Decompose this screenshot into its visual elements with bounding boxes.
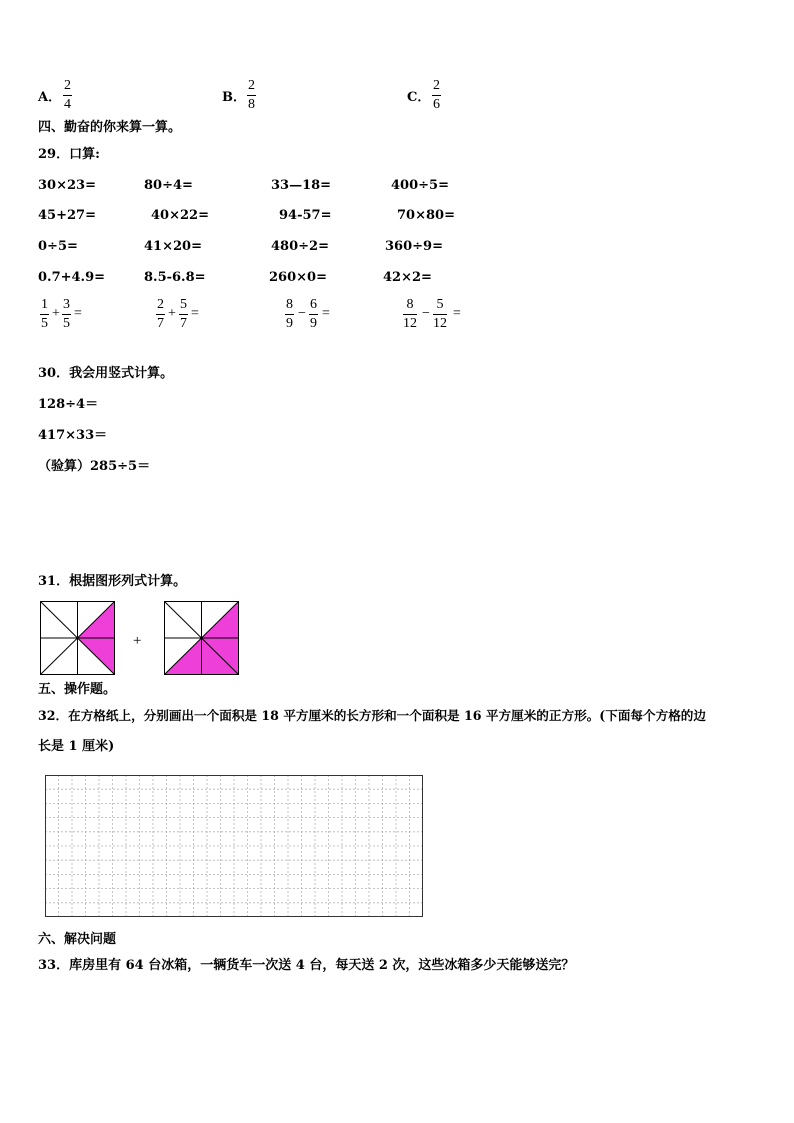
calc-item: 41×20= [144, 239, 202, 254]
calc-item: 42×2= [383, 270, 432, 285]
calc-item: 400÷5= [391, 178, 449, 193]
calc-item: 0.7+4.9= [38, 270, 106, 285]
denominator: 5 [63, 316, 70, 331]
choice-b-letter: B． [222, 90, 246, 105]
numerator: 5 [180, 297, 187, 312]
choice-a-letter: A． [38, 90, 62, 105]
vertical-calc-item: 417×33＝ [38, 428, 108, 443]
vertical-calc-item: 128÷4＝ [38, 397, 99, 412]
choice-c-fraction [432, 78, 441, 112]
equals-sign: = [191, 306, 199, 321]
fraction [309, 297, 318, 331]
fraction [403, 297, 417, 331]
numerator: 6 [310, 297, 317, 312]
calc-item: 80÷4= [144, 178, 193, 193]
fraction [433, 297, 447, 331]
q31-title: 31．根据图形列式计算。 [38, 574, 187, 589]
denominator: 7 [180, 316, 187, 331]
operator: − [422, 306, 430, 321]
numerator: 2 [433, 78, 440, 93]
q32-text-line1: 32．在方格纸上，分别画出一个面积是 18 平方厘米的长方形和一个面积是 16 平方厘米的正方形。(下面每个方格的边 [38, 708, 706, 723]
numerator: 1 [41, 297, 48, 312]
calc-item: 8.5-6.8= [144, 270, 206, 285]
choice-c-letter: C． [407, 90, 431, 105]
denominator: 12 [433, 316, 447, 331]
numerator: 5 [436, 297, 444, 312]
calc-item: 40×22= [151, 208, 209, 223]
calc-item: 94-57= [279, 208, 332, 223]
numerator: 2 [157, 297, 164, 312]
numerator: 8 [406, 297, 414, 312]
calc-item: 33—18= [271, 178, 332, 193]
choice-a-fraction [63, 78, 72, 112]
operator: + [168, 306, 176, 321]
grid-paper[interactable] [45, 775, 423, 917]
numerator: 3 [63, 297, 70, 312]
calc-item: 45+27= [38, 208, 96, 223]
calc-item: 30×23= [38, 178, 96, 193]
q29-title: 29．口算: [38, 147, 100, 162]
calc-item: 260×0= [269, 270, 327, 285]
choice-b-fraction [247, 78, 256, 112]
q33-text: 33．库房里有 64 台冰箱，一辆货车一次送 4 台，每天送 2 次，这些冰箱多少天能够送完？ [38, 958, 575, 973]
fraction [179, 297, 188, 331]
equals-sign: = [322, 306, 330, 321]
denominator: 7 [157, 316, 164, 331]
fraction [285, 297, 294, 331]
denominator: 5 [41, 316, 48, 331]
fraction [40, 297, 49, 331]
operator: − [298, 306, 306, 321]
denominator: 6 [433, 97, 440, 112]
equals-sign: = [74, 306, 82, 321]
denominator: 9 [286, 316, 293, 331]
section-5-title: 五、操作题。 [38, 682, 117, 697]
calc-item: 480÷2= [271, 239, 329, 254]
calc-item: 360÷9= [385, 239, 443, 254]
vertical-calc-item: （验算）285÷5＝ [38, 459, 151, 474]
q32-text-line2: 长是 1 厘米) [38, 739, 115, 754]
section-4-title: 四、勤奋的你来算一算。 [38, 120, 182, 135]
numerator: 2 [248, 78, 255, 93]
plus-sign: + [133, 633, 142, 649]
calc-item: 0÷5= [38, 239, 78, 254]
denominator: 9 [310, 316, 317, 331]
shaded-square-figure-1 [40, 601, 115, 675]
denominator: 12 [403, 316, 417, 331]
operator: + [52, 306, 60, 321]
fraction [156, 297, 165, 331]
calc-item: 70×80= [397, 208, 455, 223]
shaded-square-figure-2 [164, 601, 239, 675]
section-6-title: 六、解决问题 [38, 932, 117, 947]
fraction [62, 297, 71, 331]
q30-title: 30．我会用竖式计算。 [38, 366, 174, 381]
denominator: 8 [248, 97, 255, 112]
equals-sign: = [453, 306, 461, 321]
numerator: 8 [286, 297, 293, 312]
denominator: 4 [64, 97, 71, 112]
numerator: 2 [64, 78, 71, 93]
